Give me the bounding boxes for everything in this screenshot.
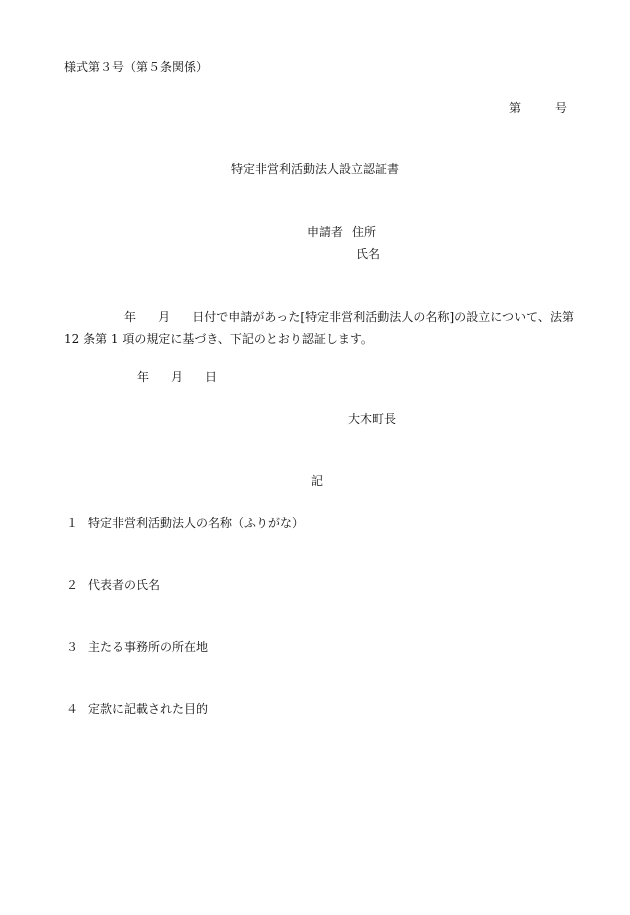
- ki-heading: 記: [311, 474, 324, 488]
- item-text: 特定非営利活動法人の名称（ふりがな）: [88, 516, 305, 530]
- document-number-suffix: 号: [555, 101, 568, 115]
- body-year: 年: [124, 310, 137, 324]
- item-text: 代表者の氏名: [88, 578, 161, 592]
- form-number-label: 様式第３号（第５条関係）: [64, 60, 209, 74]
- item-number: ４: [66, 702, 79, 716]
- item-number: １: [66, 516, 79, 530]
- issuer-title: 大木町長: [348, 412, 397, 426]
- applicant-label: 申請者: [307, 225, 344, 239]
- item-text: 主たる事務所の所在地: [88, 640, 209, 654]
- item-number: ２: [66, 578, 79, 592]
- document-number-prefix: 第: [509, 101, 522, 115]
- issue-year: 年: [137, 370, 150, 384]
- document-title: 特定非営利活動法人設立認証書: [230, 162, 399, 176]
- list-item: [66, 703, 208, 715]
- list-item: [66, 579, 160, 591]
- address-label: 住所: [352, 225, 377, 239]
- certification-body-text: [64, 306, 574, 350]
- name-label: 氏名: [356, 247, 381, 261]
- item-number: ３: [66, 640, 79, 654]
- list-item: [66, 641, 208, 653]
- issue-month: 月: [171, 370, 184, 384]
- item-text: 定款に記載された目的: [88, 702, 209, 716]
- document-number: [509, 102, 567, 114]
- body-month: 月: [158, 310, 171, 324]
- issue-day: 日: [205, 370, 218, 384]
- list-item: [66, 517, 304, 529]
- body-main-text: 日付で申請があった[特定非営利活動法人の名称]の設立について、法第 12 条第 1 項の規定に基づき、下記のとおり認証します。: [64, 310, 574, 346]
- applicant-address-line: [307, 226, 376, 238]
- issue-date: [137, 371, 217, 383]
